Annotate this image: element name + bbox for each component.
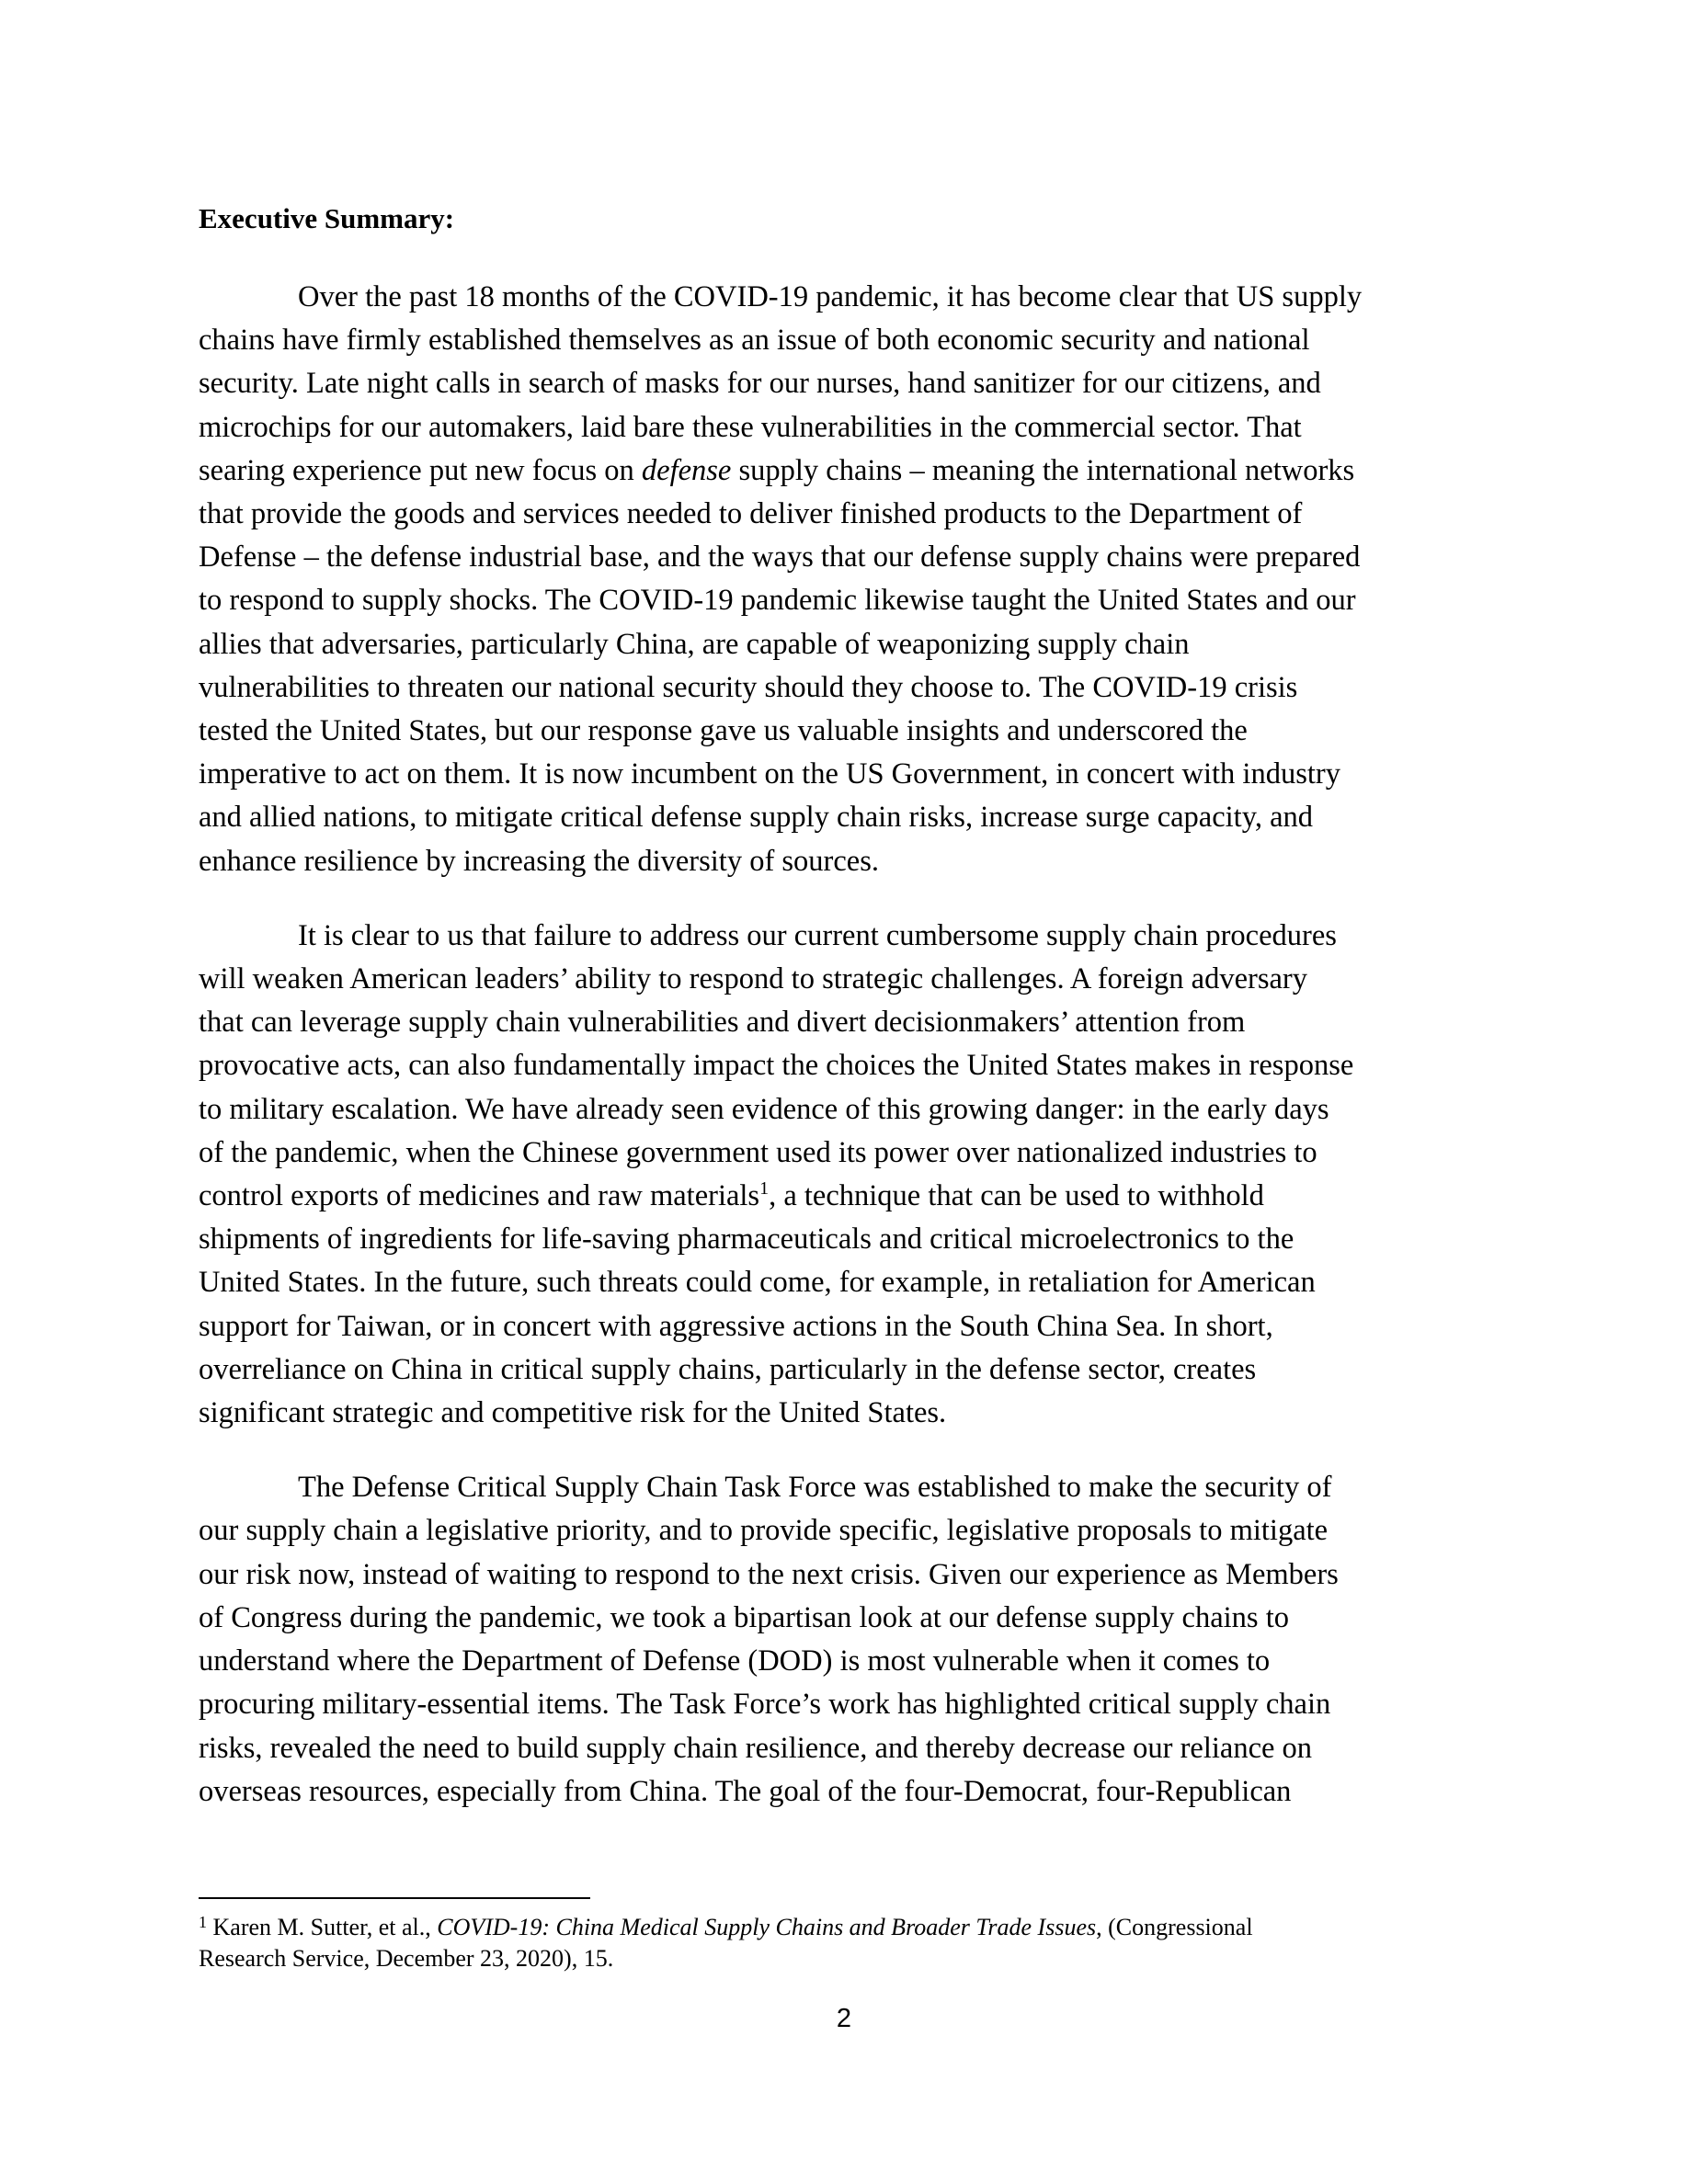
text-line: It is clear to us that failure to address our current cumbersome supply chain procedures xyxy=(298,918,1337,952)
text-line: of Congress during the pandemic, we took a bipartisan look at our defense supply chains to xyxy=(199,1600,1289,1634)
paragraph-1 xyxy=(199,276,1495,883)
text-line: security. Late night calls in search of masks for our nurses, hand sanitizer for our citizens, and xyxy=(199,367,1321,401)
text-run: supply chains – meaning the international networks xyxy=(731,453,1355,487)
text-line: and allied nations, to mitigate critical defense supply chain risks, increase surge capacity, and xyxy=(199,801,1314,835)
text-line: significant strategic and competitive risk for the United States. xyxy=(199,1396,947,1430)
emphasis-defense: defense xyxy=(641,453,732,487)
text-line xyxy=(199,1175,1495,1218)
text-line: overreliance on China in critical supply chains, particularly in the defense sector, creates xyxy=(199,1352,1257,1386)
text-run: Karen M. Sutter, et al., xyxy=(207,1914,438,1940)
footnote-line xyxy=(199,1912,1504,1943)
text-line: procuring military-essential items. The Task Force’s work has highlighted critical supply chain xyxy=(199,1688,1331,1722)
paragraph-2 xyxy=(199,915,1495,1435)
body-text xyxy=(199,276,1495,1845)
text-line: tested the United States, but our response gave us valuable insights and underscored the xyxy=(199,714,1248,748)
text-line: of the pandemic, when the Chinese government used its power over nationalized industries to xyxy=(199,1135,1317,1169)
page-number: 2 xyxy=(836,2004,852,2033)
text-line: risks, revealed the need to build supply chain resilience, and thereby decrease our reliance on xyxy=(199,1731,1313,1765)
text-line: The Defense Critical Supply Chain Task Force was established to make the security of xyxy=(298,1471,1332,1505)
text-line: our supply chain a legislative priority, and to provide specific, legislative proposals to mitigate xyxy=(199,1514,1329,1548)
footnote-divider xyxy=(199,1897,590,1899)
paragraph-3 xyxy=(199,1466,1495,1814)
text-line: our risk now, instead of waiting to respond to the next crisis. Given our experience as Members xyxy=(199,1557,1339,1591)
text-line: microchips for our automakers, laid bare these vulnerabilities in the commercial sector. That xyxy=(199,410,1302,444)
text-line: vulnerabilities to threaten our national security should they choose to. The COVID-19 crisis xyxy=(199,670,1298,704)
text-line xyxy=(199,449,1495,493)
text-line: understand where the Department of Defense (DOD) is most vulnerable when it comes to xyxy=(199,1644,1271,1678)
text-line: support for Taiwan, or in concert with aggressive actions in the South China Sea. In short, xyxy=(199,1309,1273,1343)
text-run: searing experience put new focus on xyxy=(199,453,642,487)
footnote xyxy=(199,1912,1504,1974)
text-line: chains have firmly established themselves as an issue of both economic security and national xyxy=(199,324,1310,358)
text-line: to military escalation. We have already seen evidence of this growing danger: in the early days xyxy=(199,1092,1329,1126)
footnote-title: COVID-19: China Medical Supply Chains and Broader Trade Issues xyxy=(437,1914,1097,1940)
text-line: will weaken American leaders’ ability to respond to strategic challenges. A foreign adversary xyxy=(199,962,1307,996)
text-line: United States. In the future, such threats could come, for example, in retaliation for American xyxy=(199,1266,1316,1300)
footnote-marker: 1 xyxy=(199,1913,207,1931)
text-line: enhance resilience by increasing the diversity of sources. xyxy=(199,844,879,878)
text-line: Defense – the defense industrial base, and the ways that our defense supply chains were prepared xyxy=(199,540,1361,574)
text-line: to respond to supply shocks. The COVID-19 pandemic likewise taught the United States and our xyxy=(199,584,1356,618)
text-line: that can leverage supply chain vulnerabilities and divert decisionmakers’ attention from xyxy=(199,1006,1246,1040)
text-line: that provide the goods and services needed to deliver finished products to the Department of xyxy=(199,497,1303,531)
footnote-reference[interactable]: 1 xyxy=(759,1178,770,1200)
text-line: imperative to act on them. It is now incumbent on the US Government, in concert with industry xyxy=(199,757,1340,791)
section-heading: Executive Summary: xyxy=(199,202,455,234)
text-line: provocative acts, can also fundamentally impact the choices the United States makes in response xyxy=(199,1049,1354,1083)
text-line: shipments of ingredients for life-saving pharmaceuticals and critical microelectronics to the xyxy=(199,1223,1295,1257)
text-line: Over the past 18 months of the COVID-19 pandemic, it has become clear that US supply xyxy=(298,280,1363,313)
text-run: , (Congressional xyxy=(1096,1914,1253,1940)
text-run: control exports of medicines and raw materials xyxy=(199,1179,760,1213)
text-line: overseas resources, especially from China. The goal of the four-Democrat, four-Republican xyxy=(199,1774,1292,1808)
footnote-line: Research Service, December 23, 2020), 15. xyxy=(199,1945,614,1972)
text-line: allies that adversaries, particularly China, are capable of weaponizing supply chain xyxy=(199,627,1190,661)
text-run: , a technique that can be used to withhold xyxy=(769,1179,1264,1213)
